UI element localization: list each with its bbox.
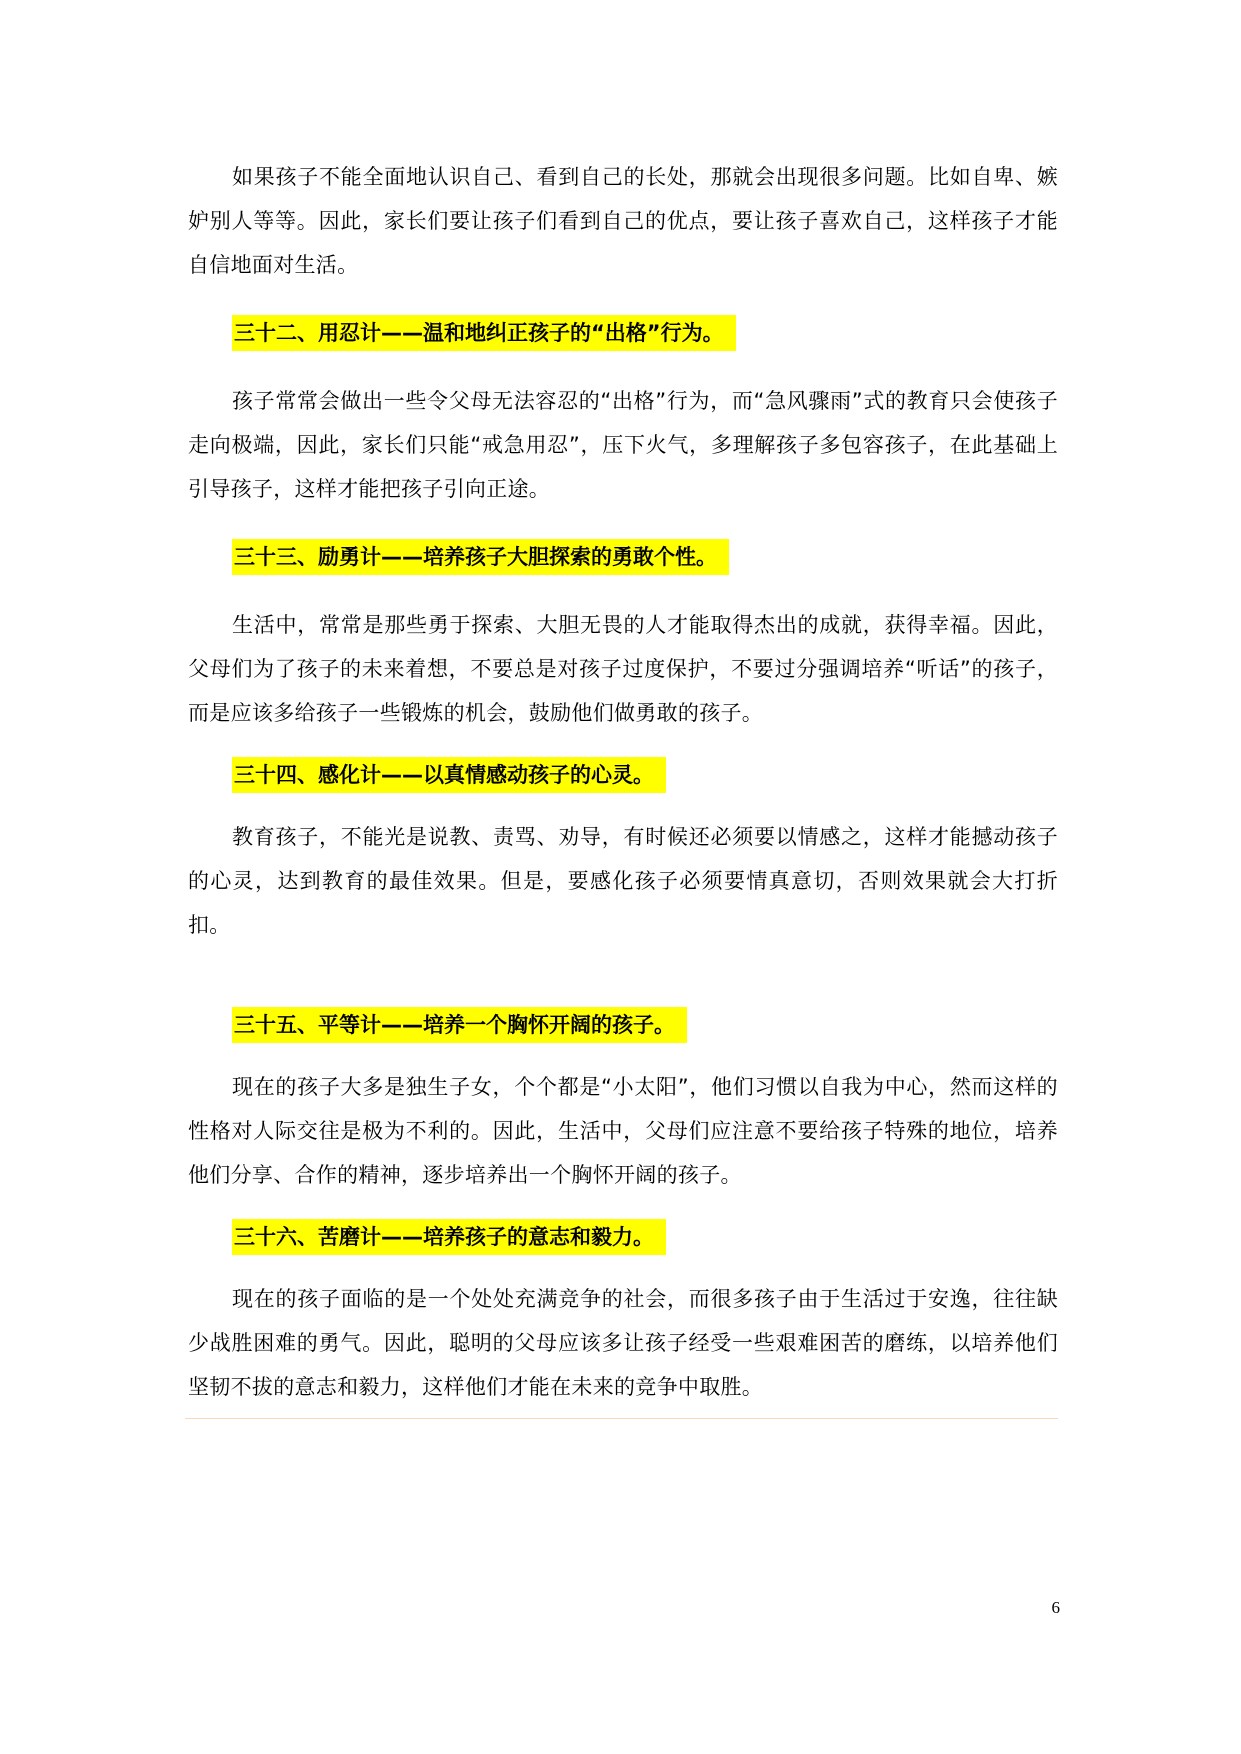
section-heading-36-text: 三十六、苦磨计——培养孩子的意志和毅力。 <box>232 1219 666 1255</box>
section-body-34: 教育孩子，不能光是说教、责骂、劝导，有时候还必须要以情感之，这样才能撼动孩子的心灵，达到教育的最佳效果。但是，要感化孩子必须要情真意切，否则效果就会大打折扣。 <box>188 825 1058 937</box>
footer-divider <box>185 1418 1058 1419</box>
page-number: 6 <box>1051 1598 1060 1617</box>
section-heading-34-text: 三十四、感化计——以真情感动孩子的心灵。 <box>232 757 666 793</box>
intro-paragraph: 如果孩子不能全面地认识自己、看到自己的长处，那就会出现很多问题。比如自卑、嫉妒别人等等。因此，家长们要让孩子们看到自己的优点，要让孩子喜欢自己，这样孩子才能自信地面对生活。 <box>188 165 1058 277</box>
section-heading-34 <box>188 753 1058 797</box>
section-body-36: 现在的孩子面临的是一个处处充满竞争的社会，而很多孩子由于生活过于安逸，往往缺少战胜困难的勇气。因此，聪明的父母应该多让孩子经受一些艰难困苦的磨练，以培养他们坚韧不拔的意志和毅力，这样他们才能在未来的竞争中取胜。 <box>188 1287 1058 1399</box>
section-heading-33 <box>188 535 1058 579</box>
section-body-33: 生活中，常常是那些勇于探索、大胆无畏的人才能取得杰出的成就，获得幸福。因此，父母们为了孩子的未来着想，不要总是对孩子过度保护，不要过分强调培养“听话”的孩子，而是应该多给孩子一些锻炼的机会，鼓励他们做勇敢的孩子。 <box>188 613 1058 725</box>
section-heading-36 <box>188 1215 1058 1259</box>
section-body-32: 孩子常常会做出一些令父母无法容忍的“出格”行为，而“急风骤雨”式的教育只会使孩子走向极端，因此，家长们只能“戒急用忍”，压下火气，多理解孩子多包容孩子，在此基础上引导孩子，这样才能把孩子引向正途。 <box>188 389 1058 501</box>
section-heading-32 <box>188 311 1058 355</box>
section-heading-32-text: 三十二、用忍计——温和地纠正孩子的“出格”行为。 <box>232 315 736 351</box>
page-content <box>188 155 1058 1409</box>
section-body-35: 现在的孩子大多是独生子女，个个都是“小太阳”，他们习惯以自我为中心，然而这样的性格对人际交往是极为不利的。因此，生活中，父母们应注意不要给孩子特殊的地位，培养他们分享、合作的精神，逐步培养出一个胸怀开阔的孩子。 <box>188 1075 1058 1187</box>
section-heading-35 <box>188 1003 1058 1047</box>
section-heading-33-text: 三十三、励勇计——培养孩子大胆探索的勇敢个性。 <box>232 539 729 575</box>
section-heading-35-text: 三十五、平等计——培养一个胸怀开阔的孩子。 <box>232 1007 687 1043</box>
